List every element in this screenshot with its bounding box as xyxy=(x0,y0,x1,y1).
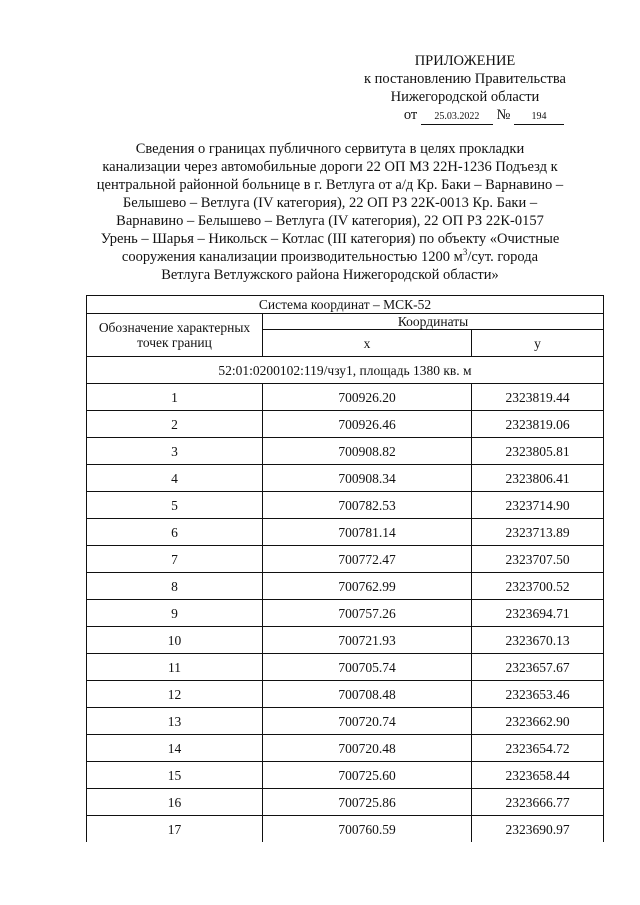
x-coordinate-cell: 700725.60 xyxy=(263,762,472,789)
x-coordinate-cell: 700782.53 xyxy=(263,492,472,519)
table-row xyxy=(87,465,604,492)
x-coordinate-cell: 700708.48 xyxy=(263,681,472,708)
heading-line: Урень – Шарья – Никольск – Котлас (III категория) по объекту «Очистные xyxy=(100,231,560,247)
point-number-cell: 15 xyxy=(87,762,263,789)
y-coordinate-cell: 2323700.52 xyxy=(472,573,604,600)
point-label-header: Обозначение характерных точек границ xyxy=(87,314,263,357)
point-number-cell: 11 xyxy=(87,654,263,681)
table-row xyxy=(87,573,604,600)
x-coordinate-cell: 700720.48 xyxy=(263,735,472,762)
y-coordinate-cell: 2323653.46 xyxy=(472,681,604,708)
point-number-cell: 2 xyxy=(87,411,263,438)
point-number-cell: 17 xyxy=(87,816,263,843)
point-number-cell: 16 xyxy=(87,789,263,816)
table-row xyxy=(87,411,604,438)
y-coordinate-cell: 2323819.06 xyxy=(472,411,604,438)
y-coordinate-cell: 2323690.97 xyxy=(472,816,604,843)
x-coordinate-cell: 700721.93 xyxy=(263,627,472,654)
point-number-cell: 13 xyxy=(87,708,263,735)
point-number-cell: 12 xyxy=(87,681,263,708)
point-number-cell: 6 xyxy=(87,519,263,546)
table-row xyxy=(87,600,604,627)
x-coordinate-cell: 700760.59 xyxy=(263,816,472,843)
table-row xyxy=(87,654,604,681)
y-coordinate-cell: 2323694.71 xyxy=(472,600,604,627)
header-row xyxy=(87,314,604,330)
table-row xyxy=(87,681,604,708)
coordinates-table-body xyxy=(87,296,604,843)
appendix-date-row xyxy=(340,106,564,125)
system-row xyxy=(87,296,604,314)
table-row xyxy=(87,519,604,546)
y-coordinate-cell: 2323670.13 xyxy=(472,627,604,654)
x-coordinate-cell: 700705.74 xyxy=(263,654,472,681)
heading-line: канализации через автомобильные дороги 22 ОП МЗ 22Н-1236 Подъезд к xyxy=(102,159,558,175)
y-coordinate-cell: 2323654.72 xyxy=(472,735,604,762)
y-coordinate-cell: 2323657.67 xyxy=(472,654,604,681)
number-sign: № xyxy=(496,107,511,123)
point-number-cell: 4 xyxy=(87,465,263,492)
heading-line: Ветлуга Ветлужского района Нижегородской области» xyxy=(161,267,499,283)
y-coordinate-cell: 2323713.89 xyxy=(472,519,604,546)
appendix-title: ПРИЛОЖЕНИЕ xyxy=(414,53,516,69)
appendix-resolution-line: к постановлению Правительства xyxy=(364,71,566,87)
point-number-cell: 8 xyxy=(87,573,263,600)
date-prefix: от xyxy=(403,107,418,123)
x-coordinate-cell: 700908.34 xyxy=(263,465,472,492)
x-coordinate-cell: 700720.74 xyxy=(263,708,472,735)
heading-line: центральной районной больнице в г. Ветлуга от а/д Кр. Баки – Варнавино – xyxy=(96,177,564,193)
y-coordinate-cell: 2323658.44 xyxy=(472,762,604,789)
y-coordinate-cell: 2323819.44 xyxy=(472,384,604,411)
point-number-cell: 14 xyxy=(87,735,263,762)
y-coordinate-cell: 2323662.90 xyxy=(472,708,604,735)
heading-text: сооружения канализации производительностью 1200 м xyxy=(121,249,463,265)
y-coordinate-cell: 2323714.90 xyxy=(472,492,604,519)
x-coordinate-cell: 700762.99 xyxy=(263,573,472,600)
heading-line: Сведения о границах публичного сервитута в целях прокладки xyxy=(135,141,525,157)
point-number-cell: 9 xyxy=(87,600,263,627)
heading-line xyxy=(60,248,600,266)
x-coordinate-cell: 700772.47 xyxy=(263,546,472,573)
point-number-cell: 1 xyxy=(87,384,263,411)
x-header: x xyxy=(263,330,472,357)
table-row xyxy=(87,762,604,789)
x-coordinate-cell: 700781.14 xyxy=(263,519,472,546)
point-number-cell: 5 xyxy=(87,492,263,519)
y-coordinate-cell: 2323666.77 xyxy=(472,789,604,816)
table-row xyxy=(87,735,604,762)
resolution-date: 25.03.2022 xyxy=(421,110,493,125)
heading-text: /сут. города xyxy=(467,249,539,265)
appendix-region-line: Нижегородской области xyxy=(390,89,540,105)
y-header: y xyxy=(472,330,604,357)
table-row xyxy=(87,438,604,465)
table-row xyxy=(87,627,604,654)
point-number-cell: 7 xyxy=(87,546,263,573)
y-coordinate-cell: 2323707.50 xyxy=(472,546,604,573)
parcel-cell: 52:01:0200102:119/чзу1, площадь 1380 кв. м xyxy=(87,357,604,384)
parcel-row xyxy=(87,357,604,384)
table-row xyxy=(87,789,604,816)
table-row xyxy=(87,708,604,735)
x-coordinate-cell: 700757.26 xyxy=(263,600,472,627)
cubic-superscript: 3 xyxy=(462,247,468,258)
table-row xyxy=(87,492,604,519)
coordinates-table xyxy=(86,295,604,842)
x-coordinate-cell: 700908.82 xyxy=(263,438,472,465)
x-coordinate-cell: 700725.86 xyxy=(263,789,472,816)
coordinate-system-cell: Система координат – МСК-52 xyxy=(87,296,604,314)
resolution-number: 194 xyxy=(514,110,564,125)
table-row xyxy=(87,384,604,411)
point-number-cell: 10 xyxy=(87,627,263,654)
point-number-cell: 3 xyxy=(87,438,263,465)
y-coordinate-cell: 2323806.41 xyxy=(472,465,604,492)
x-coordinate-cell: 700926.46 xyxy=(263,411,472,438)
table-row xyxy=(87,546,604,573)
document-heading xyxy=(60,140,600,284)
x-coordinate-cell: 700926.20 xyxy=(263,384,472,411)
y-coordinate-cell: 2323805.81 xyxy=(472,438,604,465)
heading-line: Белышево – Ветлуга (IV категория), 22 ОП РЗ 22К-0013 Кр. Баки – xyxy=(122,195,538,211)
coordinates-header: Координаты xyxy=(263,314,604,330)
appendix-block xyxy=(340,52,590,125)
heading-line: Варнавино – Белышево – Ветлуга (IV категория), 22 ОП РЗ 22К-0157 xyxy=(116,213,544,229)
table-row xyxy=(87,816,604,843)
